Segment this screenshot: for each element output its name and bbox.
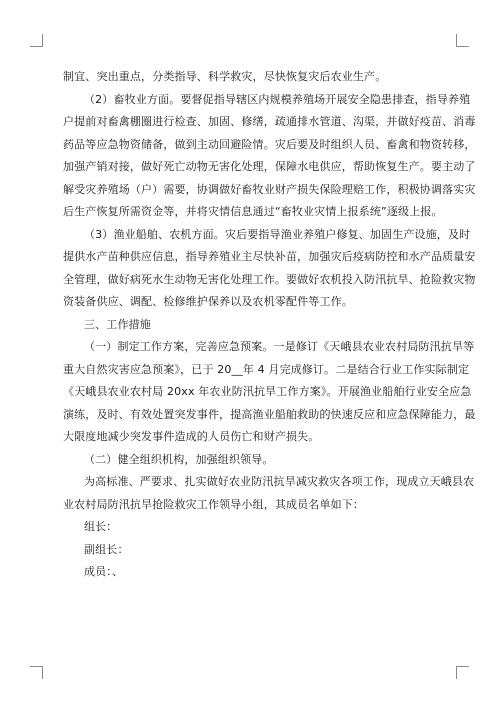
- body-line: 制宜、突出重点，分类指导、科学救灾，尽快恢复灾后农业生产。: [63, 70, 387, 83]
- body-line: 户提前对畜禽棚圈进行检查、加固、修缮，疏通排水管道、沟渠，并做好疫苗、消毒: [63, 115, 476, 128]
- crop-mark-top-left: [30, 34, 43, 47]
- body-line: 提供水产苗种供应信息，指导养殖业主尽快补苗，加强灾后疫病防控和水产品质量安: [63, 250, 476, 263]
- body-line: 《天峨县农业农村局 20xx 年农业防汛抗旱工作方案》。开展渔业船舶行业安全应急: [63, 385, 472, 398]
- section-heading-livestock: （2）畜牧业方面。要督促指导辖区内规模养殖场开展安全隐患排查，指导养殖: [84, 92, 471, 106]
- body-line: 演练，及时、有效处置突发事件，提高渔业船舶救助的快速反应和应急保障能力，最: [63, 407, 476, 421]
- crop-mark-bottom-left: [30, 666, 43, 679]
- leader-field: 组长：: [84, 520, 118, 533]
- body-line: 资装备供应、调配、检修维护保养以及农机零配件等工作。: [63, 295, 353, 308]
- body-line: 解受灾养殖场（户）需要，协调做好畜牧业财产损失保险理赔工作，积极协调落实灾: [63, 182, 476, 196]
- section-heading-measures: 三、工作措施: [84, 317, 151, 331]
- body-line: 全管理，做好病死水生动物无害化处理工作。要做好农机投入防汛抗旱、抢险救灾物: [63, 272, 476, 286]
- section-heading-fishery: （3）渔业船舶、农机方面。灾后要指导渔业养殖户修复、加固生产设施，及时: [84, 227, 471, 241]
- members-field: 成员：、: [84, 565, 124, 578]
- body-line: 后生产恢复所需资金等，并将灾情信息通过“畜牧业灾情上报系统”逐级上报。: [63, 205, 443, 218]
- body-line: 为高标准、严要求、扎实做好农业防汛抗旱减灾救灾各项工作，现成立天峨县农: [84, 475, 475, 488]
- crop-mark-bottom-right: [456, 666, 469, 679]
- crop-mark-top-right: [456, 34, 469, 47]
- body-line: 加强产销对接，做好死亡动物无害化处理，保障水电供应，帮助恢复生产。要主动了: [63, 160, 476, 173]
- subsection-heading-plan: （一）制定工作方案，完善应急预案。一是修订《天峨县农业农村局防汛抗旱等: [84, 340, 475, 353]
- document-body: [63, 66, 476, 584]
- body-line: 重大自然灾害应急预案》，已于 20__年 4 月完成修订。二是结合行业工作实际制定: [63, 362, 470, 376]
- body-line: 药品等应急物资储备，做到主动回避险情。灾后要及时组织人员、畜禽和物资转移，: [63, 137, 476, 151]
- body-line: 业农村局防汛抗旱抢险救灾工作领导小组，其成员名单如下：: [63, 497, 365, 511]
- body-line: 大限度地减少突发事件造成的人员伤亡和财产损失。: [63, 430, 320, 443]
- deputy-leader-field: 副组长：: [84, 542, 129, 556]
- subsection-heading-organization: （二）健全组织机构，加强组织领导。: [84, 452, 274, 466]
